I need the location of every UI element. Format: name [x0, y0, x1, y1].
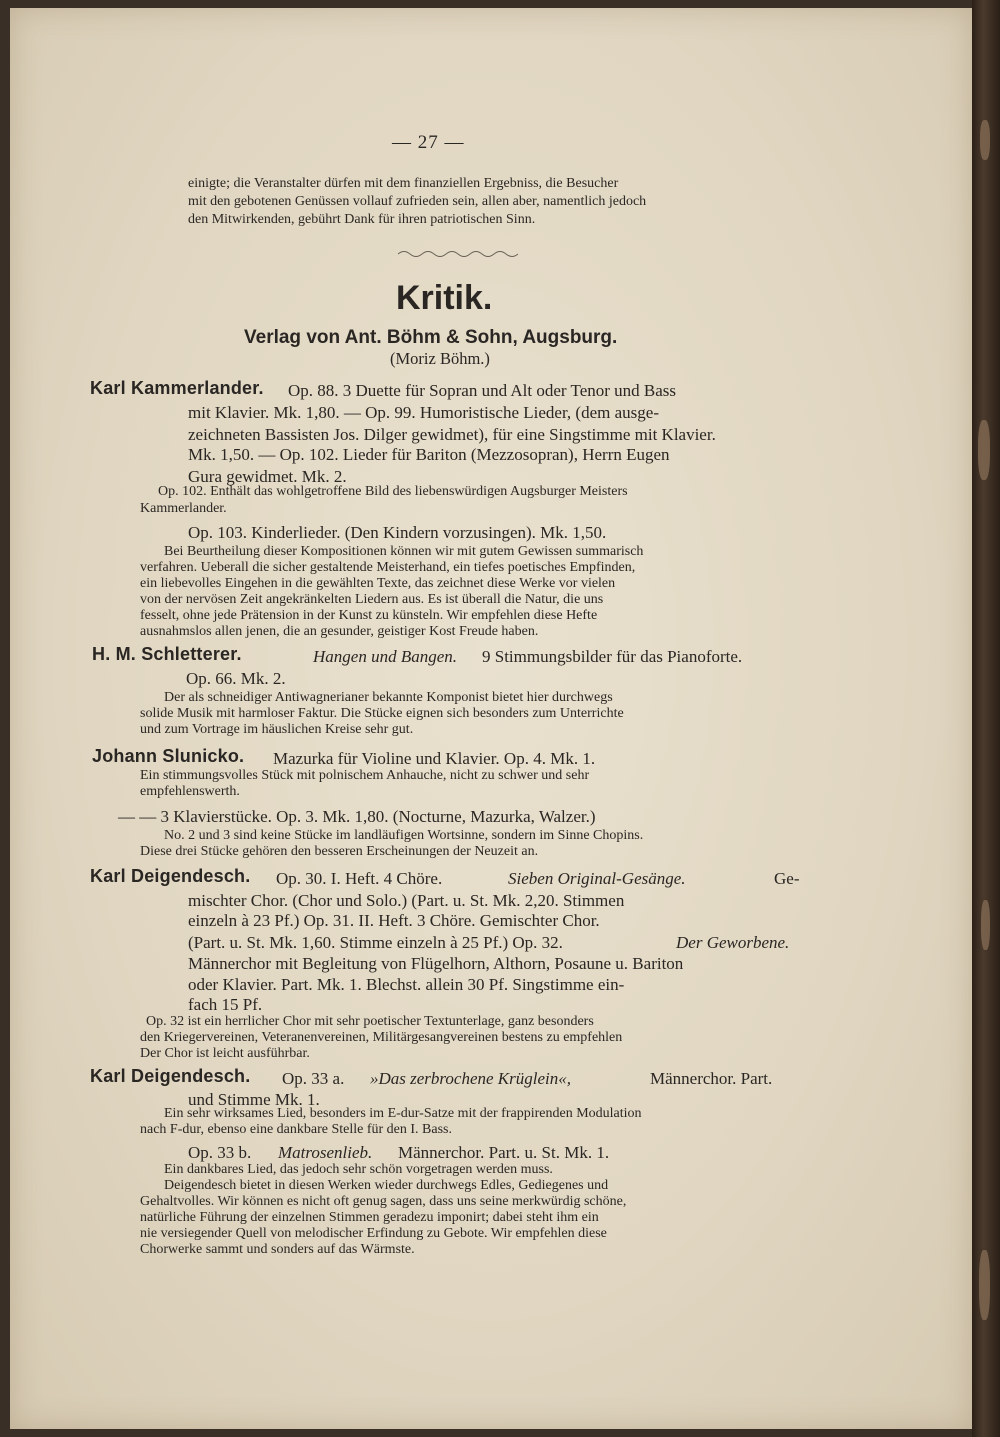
note-line: Op. 102. Enthält das wohlgetroffene Bild des liebenswürdigen Augsburger Meisters [158, 484, 628, 499]
note-line: Kammerlander. [140, 501, 227, 516]
review-line: solide Musik mit harmloser Faktur. Die Stücke eignen sich besonders zum Unterrichte [140, 706, 624, 721]
composer-name: Karl Deigendesch. [90, 866, 251, 886]
work-title: »Das zerbrochene Krüglein«, [370, 1069, 571, 1088]
work-line: 9 Stimmungsbilder für das Pianoforte. [482, 647, 743, 666]
work-line: Männerchor. Part. [650, 1069, 773, 1088]
composer-name: Karl Deigendesch. [90, 1066, 251, 1086]
review-line: No. 2 und 3 sind keine Stücke im landläufigen Wortsinne, sondern im Sinne Chopins. [164, 828, 644, 843]
work-line: zeichneten Bassisten Jos. Dilger gewidmet), für eine Singstimme mit Klavier. [188, 425, 716, 444]
work-title: Matrosenlieb. [278, 1143, 373, 1162]
intro-line: den Mitwirkenden, gebührt Dank für ihren patriotischen Sinn. [188, 212, 536, 227]
review-line: und zum Vortrage im häuslichen Kreise sehr gut. [140, 722, 414, 737]
work-title: Sieben Original-Gesänge. [508, 869, 686, 888]
review-line: Op. 32 ist ein herrlicher Chor mit sehr poetischer Textunterlage, ganz besonders [146, 1014, 594, 1029]
work-line: Op. 33 a. [282, 1069, 345, 1088]
review-line: nach F-dur, ebenso eine dankbare Stelle für den I. Bass. [140, 1122, 453, 1137]
work-line: Ge- [774, 869, 800, 888]
review-line: Diese drei Stücke gehören den besseren Erscheinungen der Neuzeit an. [140, 844, 539, 859]
work-line: Männerchor. Part. u. St. Mk. 1. [398, 1143, 610, 1162]
intro-line: mit den gebotenen Genüssen vollauf zufrieden sein, allen aber, namentlich jedoch [188, 194, 647, 209]
work-line: Männerchor mit Begleitung von Flügelhorn, Althorn, Posaune u. Bariton [188, 954, 684, 973]
work-title: Der Geworbene. [676, 933, 790, 952]
work-line: — — 3 Klavierstücke. Op. 3. Mk. 1,80. (Nocturne, Mazurka, Walzer.) [118, 807, 596, 826]
review-line: Deigendesch bietet in diesen Werken wieder durchwegs Edles, Gediegenes und [164, 1178, 609, 1193]
work-line: (Part. u. St. Mk. 1,60. Stimme einzeln à 25 Pf.) Op. 32. [188, 933, 563, 952]
section-title: Kritik. [396, 279, 493, 317]
work-line: Mk. 1,50. — Op. 102. Lieder für Bariton (Mezzosopran), Herrn Eugen [188, 445, 670, 464]
review-line: den Kriegervereinen, Veteranenvereinen, Militärgesangvereinen bestens zu empfehlen [140, 1030, 623, 1045]
work-line: mischter Chor. (Chor und Solo.) (Part. u. St. Mk. 2,20. Stimmen [188, 891, 625, 910]
composer-name: Johann Slunicko. [92, 746, 245, 766]
work-line: Op. 88. 3 Duette für Sopran und Alt oder Tenor und Bass [288, 381, 677, 400]
review-line: ausnahmslos allen jenen, die an gesunder, geistiger Kost Freude haben. [140, 624, 539, 639]
page-number: — 27 — [392, 132, 465, 153]
book-binding [972, 0, 1000, 1437]
work-title: Hangen und Bangen. [313, 647, 458, 666]
review-line: Bei Beurtheilung dieser Kompositionen können wir mit gutem Gewissen summarisch [164, 544, 644, 559]
review-line: von der nervösen Zeit angekränkelten Liedern aus. Es ist überall die Natur, die uns [140, 592, 604, 607]
decorative-divider [396, 248, 520, 260]
work-line: Op. 66. Mk. 2. [186, 669, 286, 688]
work-line: Op. 30. I. Heft. 4 Chöre. [276, 869, 443, 888]
work-line: Mazurka für Violine und Klavier. Op. 4. Mk. 1. [273, 749, 596, 768]
work-line: oder Klavier. Part. Mk. 1. Blechst. allein 30 Pf. Singstimme ein- [188, 975, 625, 994]
review-line: Ein sehr wirksames Lied, besonders im E-dur-Satze mit der frappirenden Modulation [164, 1106, 642, 1121]
review-line: Der Chor ist leicht ausführbar. [140, 1046, 310, 1061]
work-line: und Stimme Mk. 1. [188, 1090, 320, 1109]
review-line: Chorwerke sammt und sonders auf das Wärmste. [140, 1242, 415, 1257]
publisher-heading: Verlag von Ant. Böhm & Sohn, Augsburg. [244, 327, 618, 348]
review-line: Gehaltvolles. Wir können es nicht oft genug sagen, dass uns seine merkwürdig schöne, [140, 1194, 627, 1209]
review-line: natürliche Führung der einzelnen Stimmen geradezu imponirt; dabei steht ihm ein [140, 1210, 599, 1225]
review-line: Ein stimmungsvolles Stück mit polnischem Anhauche, nicht zu schwer und sehr [140, 768, 590, 783]
composer-name: Karl Kammerlander. [90, 378, 264, 398]
review-line: Der als schneidiger Antiwagnerianer bekannte Komponist bietet hier durchwegs [164, 690, 613, 705]
review-line: nie versiegender Quell von melodischer Erfindung zu Gebote. Wir empfehlen diese [140, 1226, 607, 1241]
work-line: Op. 103. Kinderlieder. (Den Kindern vorzusingen). Mk. 1,50. [188, 523, 607, 542]
work-line: Gura gewidmet. Mk. 2. [188, 467, 347, 486]
intro-line: einigte; die Veranstalter dürfen mit dem finanziellen Ergebniss, die Besucher [188, 176, 619, 191]
work-line: mit Klavier. Mk. 1,80. — Op. 99. Humoristische Lieder, (dem ausge- [188, 403, 659, 422]
publisher-subheading: (Moriz Böhm.) [390, 349, 490, 368]
work-line: fach 15 Pf. [188, 995, 263, 1014]
composer-name: H. M. Schletterer. [92, 644, 242, 664]
review-line: empfehlenswerth. [140, 784, 240, 799]
review-line: Ein dankbares Lied, das jedoch sehr schön vorgetragen werden muss. [164, 1162, 553, 1177]
review-line: ein liebevolles Eingehen in die gewählten Texte, das zeichnet diese Werke vor vielen [140, 576, 616, 591]
review-line: verfahren. Ueberall die sicher gestaltende Meisterhand, ein tiefes poetisches Empfinden, [140, 560, 636, 575]
review-line: fesselt, ohne jede Prätension in der Kunst zu künsteln. Wir empfehlen diese Hefte [140, 608, 598, 623]
work-line: einzeln à 23 Pf.) Op. 31. II. Heft. 3 Chöre. Gemischter Chor. [188, 911, 600, 930]
work-line: Op. 33 b. [188, 1143, 252, 1162]
